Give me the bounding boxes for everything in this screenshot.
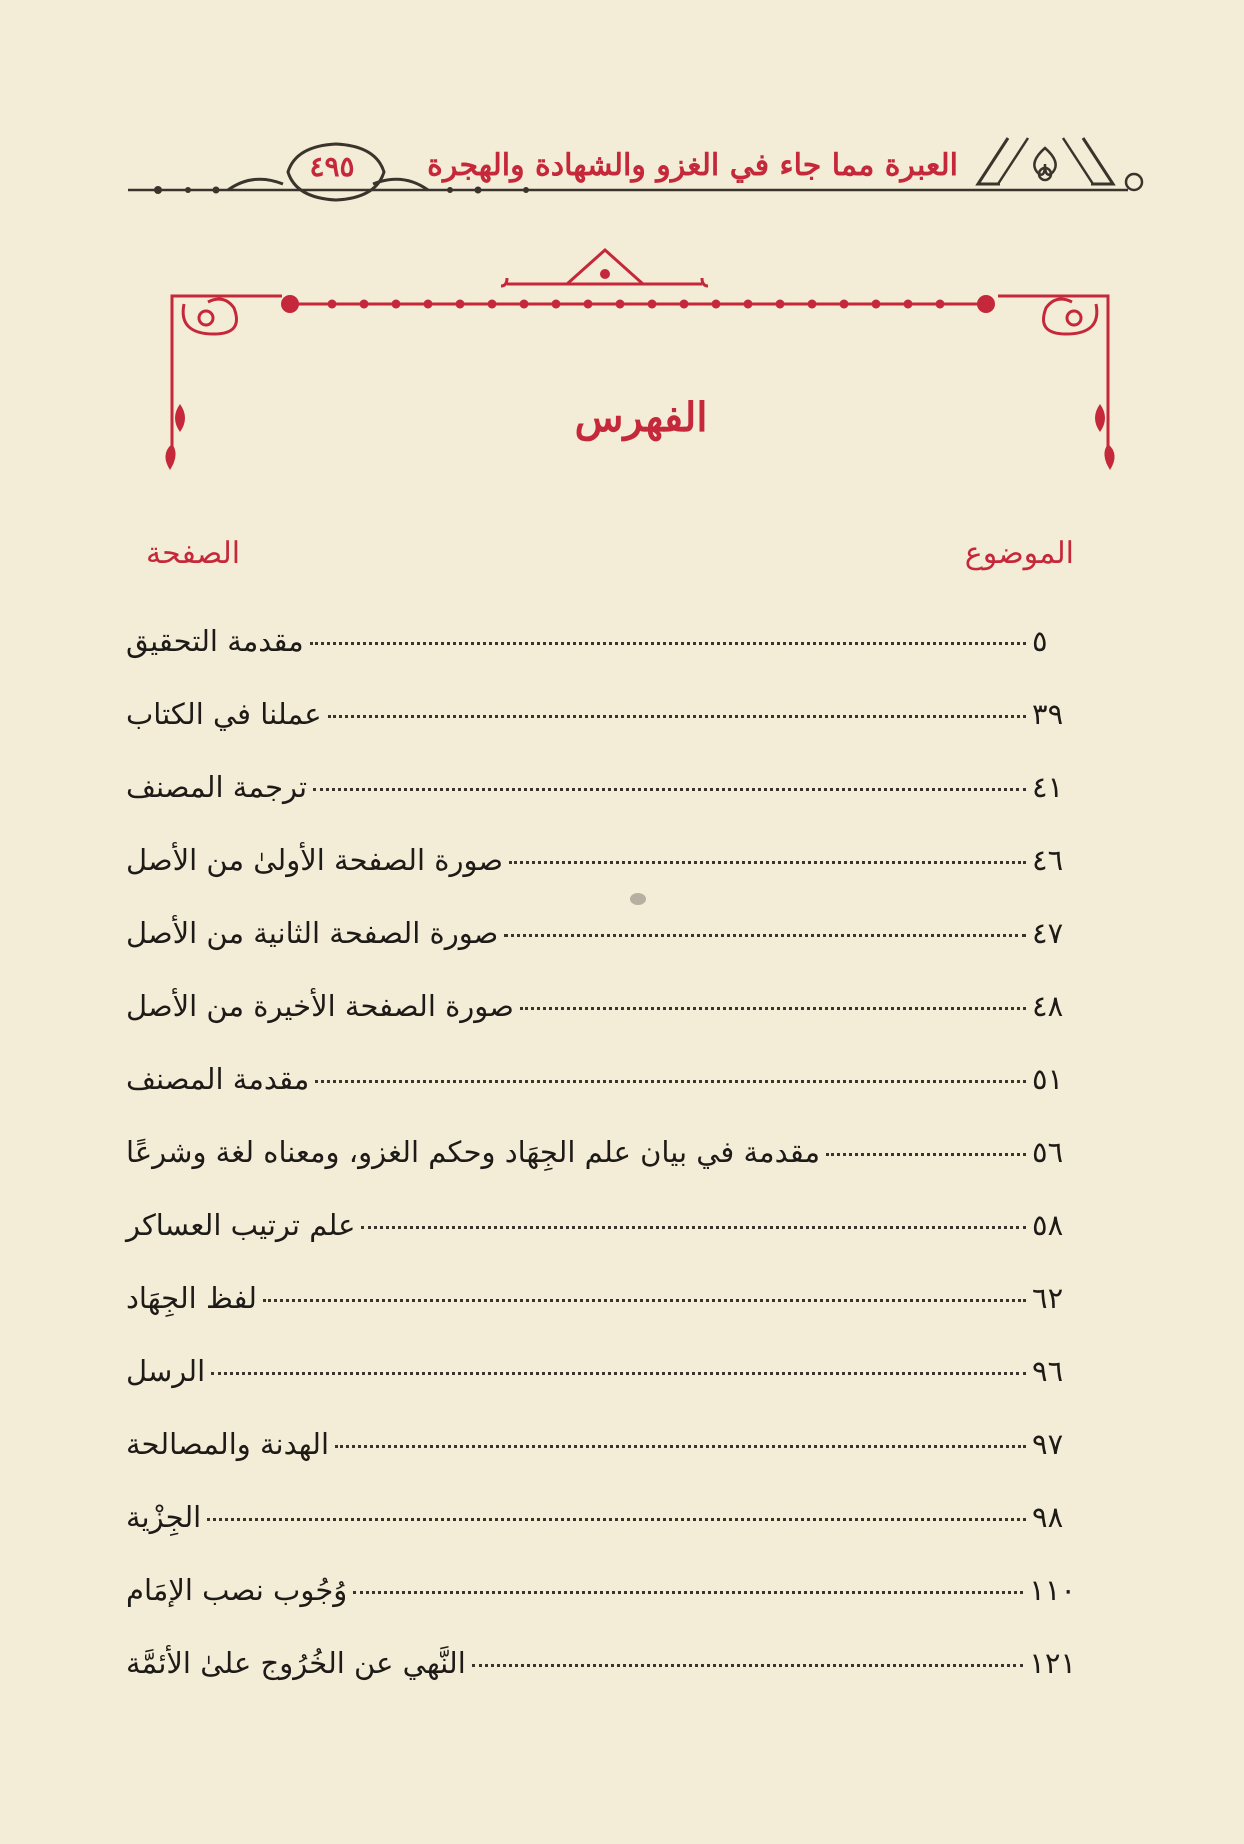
toc-entry-page: ٥١ <box>1032 1062 1064 1096</box>
toc-entry <box>126 1573 1076 1646</box>
dot-leader <box>335 1445 1026 1448</box>
toc-entry <box>126 843 1076 916</box>
toc-entry-title: صورة الصفحة الأخيرة من الأصل <box>126 989 514 1023</box>
toc-entry-title: مقدمة في بيان علم الجِهَاد وحكم الغزو، ومعناه لغة وشرعًا <box>126 1135 821 1169</box>
toc-entry-title: صورة الصفحة الثانية من الأصل <box>126 916 499 950</box>
toc-entry <box>126 697 1076 770</box>
dot-leader <box>310 642 1026 645</box>
toc-entry <box>126 1646 1076 1719</box>
running-head-title: العبرة مما جاء في الغزو والشهادة والهجرة <box>427 148 958 183</box>
toc-entry <box>126 1427 1076 1500</box>
toc-entry-title: عملنا في الكتاب <box>126 697 322 731</box>
toc-entry-page: ٣٩ <box>1032 697 1064 731</box>
column-header-page: الصفحة <box>146 536 241 571</box>
dot-leader <box>826 1153 1026 1156</box>
dot-leader <box>353 1591 1023 1594</box>
toc-entry <box>126 1500 1076 1573</box>
table-of-contents <box>126 624 1076 1719</box>
toc-entry-title: مقدمة المصنف <box>126 1062 310 1096</box>
toc-entry-page: ٤٦ <box>1032 843 1064 877</box>
toc-entry <box>126 624 1076 697</box>
toc-entry <box>126 989 1076 1062</box>
dot-leader <box>328 715 1026 718</box>
index-title-frame <box>162 244 1120 474</box>
toc-entry <box>126 1135 1076 1208</box>
toc-entry-page: ٦٢ <box>1032 1281 1064 1315</box>
paper-stain <box>630 893 646 905</box>
toc-entry <box>126 770 1076 843</box>
toc-entry-title: وُجُوب نصب الإمَام <box>126 1573 348 1607</box>
toc-entry-page: ١٢١ <box>1029 1646 1076 1680</box>
toc-entry-page: ٤٧ <box>1032 916 1064 950</box>
dot-leader <box>207 1518 1026 1521</box>
toc-entry <box>126 1281 1076 1354</box>
toc-entry <box>126 1208 1076 1281</box>
toc-entry-title: الهدنة والمصالحة <box>126 1427 330 1461</box>
dot-leader <box>472 1664 1023 1667</box>
toc-entry-page: ٩٦ <box>1032 1354 1064 1388</box>
dot-leader <box>263 1299 1026 1302</box>
toc-entry-page: ٥٦ <box>1032 1135 1064 1169</box>
running-header <box>128 128 1148 208</box>
toc-entry-title: ترجمة المصنف <box>126 770 308 804</box>
toc-entry-page: ٥ <box>1032 624 1048 658</box>
dot-leader <box>504 934 1026 937</box>
toc-entry-title: علم ترتيب العساكر <box>126 1208 356 1242</box>
dot-leader <box>313 788 1026 791</box>
toc-entry-page: ٤٨ <box>1032 989 1064 1023</box>
dot-leader <box>211 1372 1026 1375</box>
index-title: الفهرس <box>574 394 708 441</box>
toc-entry-page: ٥٨ <box>1032 1208 1064 1242</box>
dot-leader <box>315 1080 1026 1083</box>
toc-entry-page: ٤١ <box>1032 770 1064 804</box>
toc-entry-title: صورة الصفحة الأولىٰ من الأصل <box>126 843 504 877</box>
toc-entry-title: لفظ الجِهَاد <box>126 1281 257 1315</box>
toc-entry-title: الجِزْية <box>126 1500 202 1534</box>
dot-leader <box>509 861 1026 864</box>
toc-entry <box>126 916 1076 989</box>
page-number: ٤٩٥ <box>309 150 355 183</box>
dot-leader <box>520 1007 1026 1010</box>
toc-entry-title: النَّهي عن الخُرُوج علىٰ الأئمَّة <box>126 1646 466 1680</box>
toc-entry-page: ١١٠ <box>1029 1573 1076 1607</box>
column-header-topic: الموضوع <box>964 536 1074 571</box>
dot-leader <box>361 1226 1026 1229</box>
toc-entry-title: مقدمة التحقيق <box>126 624 304 658</box>
toc-entry-page: ٩٨ <box>1032 1500 1064 1534</box>
column-headers <box>140 536 1074 586</box>
toc-entry <box>126 1062 1076 1135</box>
toc-entry <box>126 1354 1076 1427</box>
toc-entry-page: ٩٧ <box>1032 1427 1064 1461</box>
toc-entry-title: الرسل <box>126 1354 206 1388</box>
